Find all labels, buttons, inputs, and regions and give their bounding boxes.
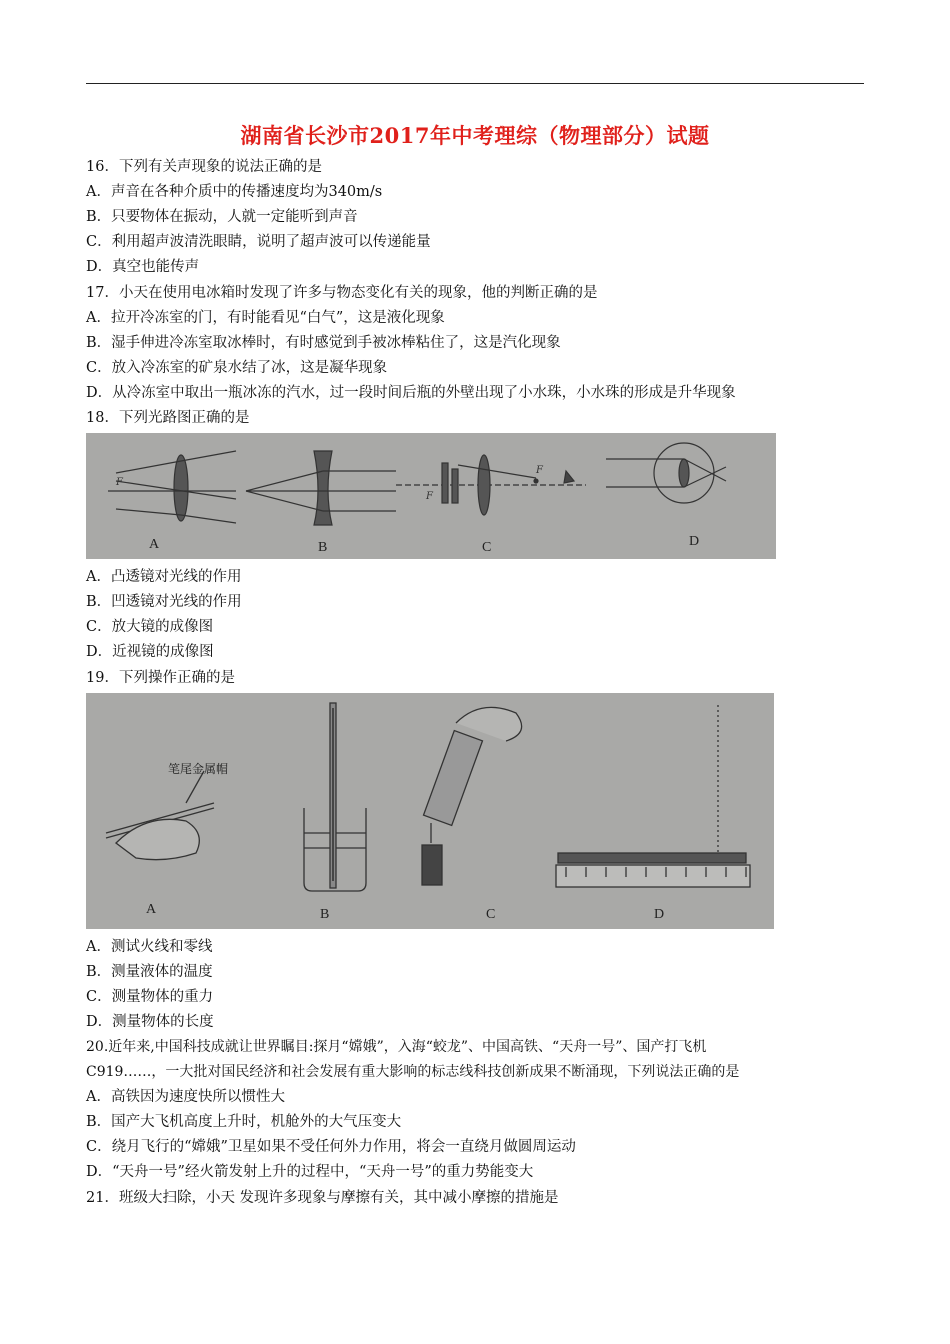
q20-option-a: A．高铁因为速度快所以惯性大	[86, 1089, 285, 1105]
q18-option-a: A．凸透镜对光线的作用	[86, 569, 242, 585]
q18-panel-a-focus: F	[116, 477, 123, 488]
q18-panel-d-eye	[606, 443, 726, 503]
q20-stem-line1: 20.近年来,中国科技成就让世界瞩目:探月“嫦娥”，入海“蛟龙”、中国高铁、“天舟一号”、国产打飞机	[86, 1039, 707, 1055]
q20-option-b: B．国产大飞机高度上升时，机舱外的大气压变大	[86, 1114, 402, 1130]
q20-option-d: D．“天舟一号”经火箭发射上升的过程中，“天舟一号”的重力势能变大	[86, 1164, 534, 1180]
q18-panel-c-focus-right: F	[536, 465, 543, 476]
q21-stem: 21．班级大扫除，小天 发现许多现象与摩擦有关，其中减小摩擦的措施是	[86, 1190, 559, 1206]
q18-panel-c-focus-left: F	[426, 491, 433, 502]
page-title: 湖南省长沙市2017年中考理综（物理部分）试题	[240, 123, 710, 148]
q16-option-b: B．只要物体在振动，人就一定能听到声音	[86, 209, 358, 225]
q16-option-a: A．声音在各种介质中的传播速度均为340m/s	[86, 184, 383, 200]
q17-option-c: C．放入冷冻室的矿泉水结了冰，这是凝华现象	[86, 360, 388, 376]
q19-label-a: A	[146, 902, 157, 917]
header-rule	[86, 83, 864, 84]
q18-label-d: D	[689, 534, 700, 549]
q18-option-d: D．近视镜的成像图	[86, 644, 214, 660]
q18-panel-b-concave-lens	[246, 451, 396, 525]
q20-option-c: C．绕月飞行的“嫦娥”卫星如果不受任何外力作用，将会一直绕月做圆周运动	[86, 1139, 576, 1155]
q19-pen-label: 笔尾金属帽	[168, 762, 229, 776]
q19-figure	[86, 693, 774, 929]
q19-panel-c-spring-scale	[422, 707, 522, 885]
q19-option-a: A．测试火线和零线	[86, 939, 213, 955]
q19-panel-a-test-pen	[106, 771, 214, 860]
q17-option-a: A．拉开冷冻室的门，有时能看见“白气”，这是液化现象	[86, 310, 445, 326]
q17-stem: 17．小天在使用电冰箱时发现了许多与物态变化有关的现象，他的判断正确的是	[86, 285, 598, 301]
q18-stem: 18．下列光路图正确的是	[86, 410, 250, 426]
q18-label-c: C	[482, 540, 492, 555]
q16-option-d: D．真空也能传声	[86, 259, 200, 275]
q18-label-a: A	[149, 537, 160, 552]
q20-stem-line2: C919……，一大批对国民经济和社会发展有重大影响的标志线科技创新成果不断涌现，下列说法正确的是	[86, 1064, 740, 1080]
q19-label-b: B	[320, 907, 330, 922]
q18-option-c: C．放大镜的成像图	[86, 619, 214, 635]
q19-option-c: C．测量物体的重力	[86, 989, 214, 1005]
q16-stem: 16．下列有关声现象的说法正确的是	[86, 159, 322, 175]
q19-stem: 19．下列操作正确的是	[86, 670, 235, 686]
q18-panel-a-convex-lens	[108, 451, 236, 523]
q19-panel-b-beaker	[304, 703, 366, 891]
q17-option-b: B．湿手伸进冷冻室取冰棒时，有时感觉到手被冰棒粘住了，这是汽化现象	[86, 335, 561, 351]
q19-option-b: B．测量液体的温度	[86, 964, 213, 980]
q18-panel-c-magnifier	[396, 455, 586, 515]
q18-figure	[86, 433, 776, 559]
q18-option-b: B．凹透镜对光线的作用	[86, 594, 242, 610]
q19-panel-d-ruler	[556, 705, 750, 887]
q17-option-d: D．从冷冻室中取出一瓶冰冻的汽水，过一段时间后瓶的外壁出现了小水珠，小水珠的形成是升华现象	[86, 385, 736, 401]
q19-label-c: C	[486, 907, 496, 922]
q18-label-b: B	[318, 540, 328, 555]
q19-label-d: D	[654, 907, 665, 922]
q19-option-d: D．测量物体的长度	[86, 1014, 214, 1030]
q16-option-c: C．利用超声波清洗眼睛，说明了超声波可以传递能量	[86, 234, 431, 250]
